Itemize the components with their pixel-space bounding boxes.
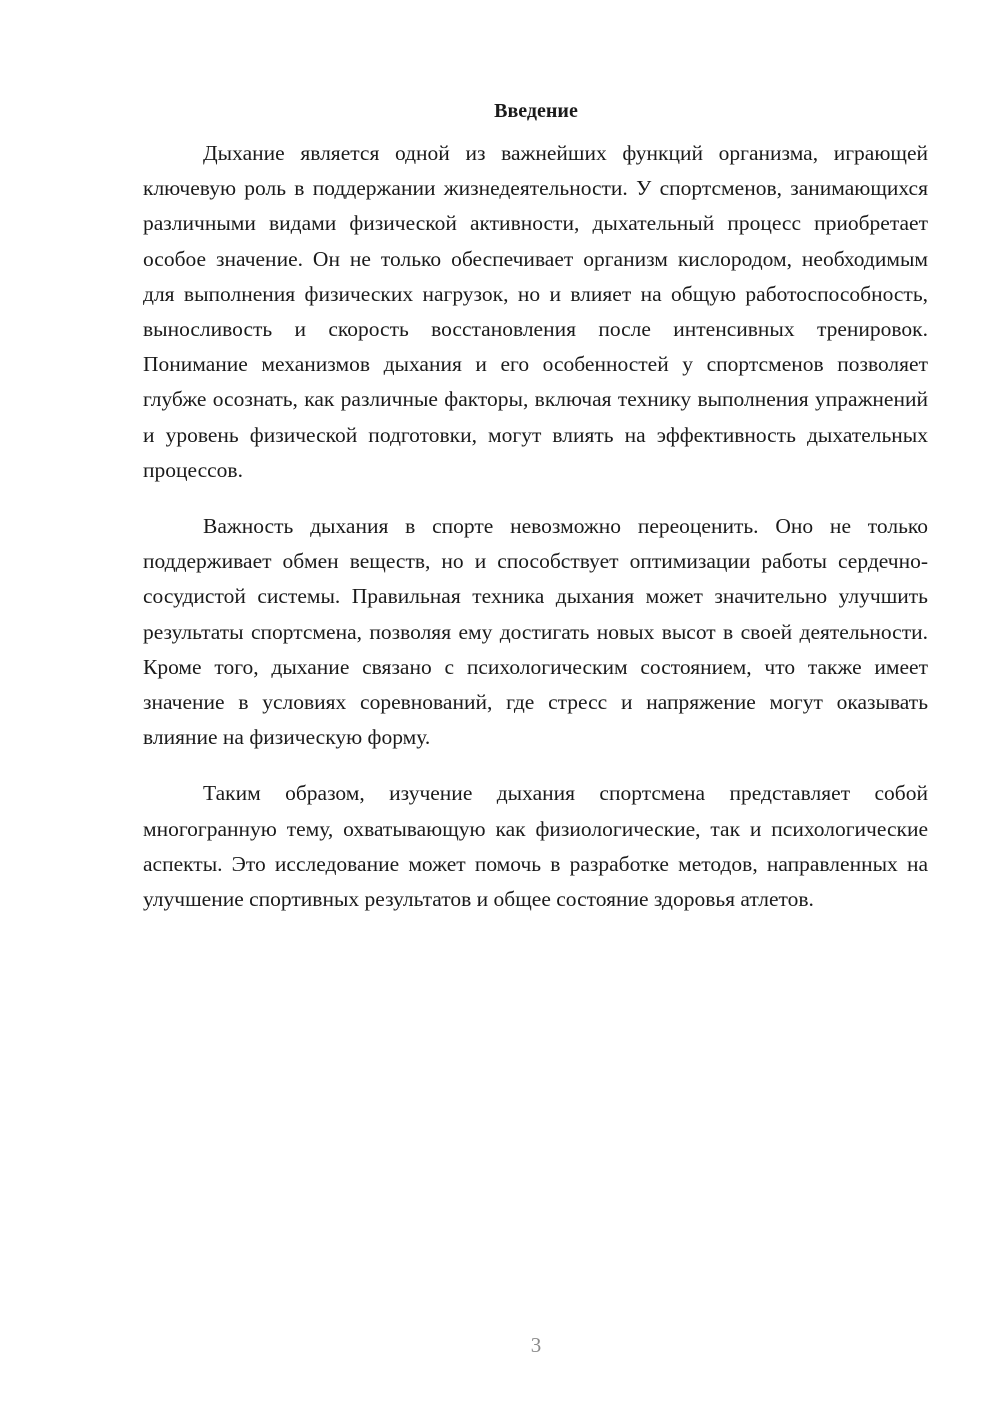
paragraph-1: Дыхание является одной из важнейших функций организма, играющей ключевую роль в поддержании жизнедеятельности. У спортсменов, занимающихся различными видами физической активности, дыхательный процесс приобретает особое значение. Он не только обеспечивает организм кислородом, необходимым для выполнения физических нагрузок, но и влияет на общую работоспособность, выносливость и скорость восстановления после интенсивных тренировок. Понимание механизмов дыхания и его особенностей у спортсменов позволяет глубже осознать, как различные факторы, включая технику выполнения упражнений и уровень физической подготовки, могут влиять на эффективность дыхательных процессов. [143,141,928,482]
page-number: 3 [530,1333,542,1357]
paragraph-3: Таким образом, изучение дыхания спортсмена представляет собой многогранную тему, охватывающую как физиологические, так и психологические аспекты. Это исследование может помочь в разработке методов, направленных на улучшение спортивных результатов и общее состояние здоровья атлетов. [143,781,928,912]
section-title: Введение [494,100,578,122]
document-body [143,96,928,917]
paragraph-2: Важность дыхания в спорте невозможно переоценить. Оно не только поддерживает обмен веществ, но и способствует оптимизации работы сердечно-сосудистой системы. Правильная техника дыхания может значительно улучшить результаты спортсмена, позволяя ему достигать новых высот в своей деятельности. Кроме того, дыхание связано с психологическим состоянием, что также имеет значение в условиях соревнований, где стресс и напряжение могут оказывать влияние на физическую форму. [143,514,928,750]
